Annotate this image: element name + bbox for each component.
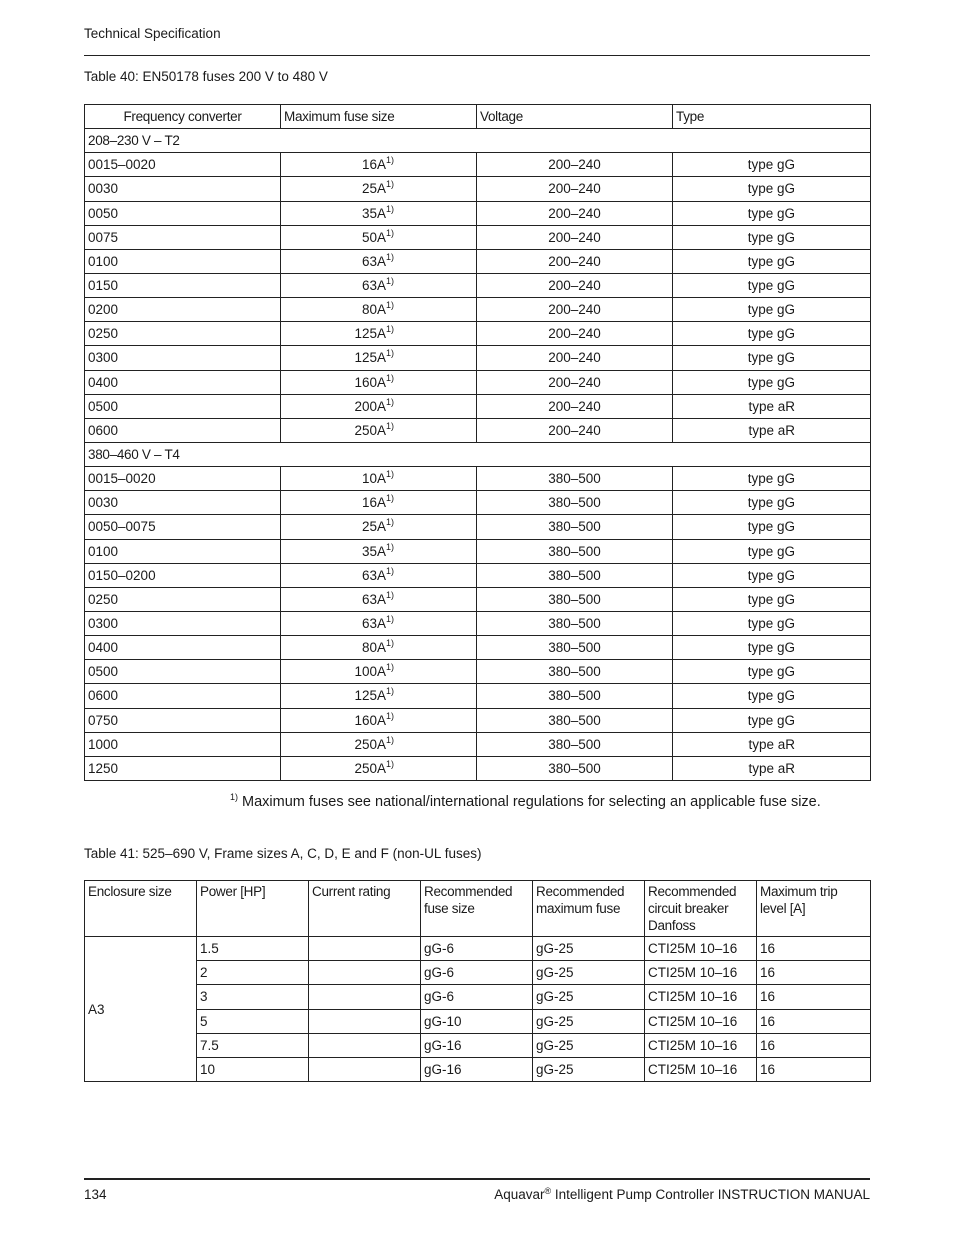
max-fuse-size-cell: [281, 370, 477, 394]
fuse-value: 250A: [354, 736, 386, 752]
max-fuse-size-cell: [281, 732, 477, 756]
voltage-cell: 380–500: [477, 756, 673, 780]
voltage-cell: 200–240: [477, 322, 673, 346]
fuse-type-cell: type gG: [673, 153, 871, 177]
power-cell: 5: [197, 1009, 309, 1033]
fuse-type-cell: type aR: [673, 732, 871, 756]
voltage-cell: 380–500: [477, 563, 673, 587]
fuse-type-cell: type gG: [673, 467, 871, 491]
fuse-value: 63A: [361, 567, 386, 583]
table-row: [85, 177, 871, 201]
manual-title: [494, 1187, 870, 1202]
fuse-type-cell: type gG: [673, 201, 871, 225]
frequency-converter-cell: 0300: [85, 346, 281, 370]
column-header: Maximum fuse size: [281, 105, 477, 129]
recommended-fuse-cell: gG-6: [421, 985, 533, 1009]
max-fuse-size-cell: [281, 418, 477, 442]
fuse-value: 100A: [354, 664, 386, 680]
voltage-cell: 380–500: [477, 732, 673, 756]
table-row: [85, 515, 871, 539]
footnote: [230, 792, 860, 812]
frequency-converter-cell: 0500: [85, 394, 281, 418]
fuse-type-cell: type gG: [673, 636, 871, 660]
fuse-value: 63A: [361, 616, 386, 632]
frequency-converter-cell: 0100: [85, 539, 281, 563]
fuse-type-cell: type gG: [673, 515, 871, 539]
table-row: [85, 660, 871, 684]
footnote-ref: 1): [385, 589, 394, 600]
enclosure-size-cell: A3: [85, 937, 197, 1082]
fuse-type-cell: type gG: [673, 322, 871, 346]
circuit-breaker-cell: CTI25M 10–16: [645, 1033, 757, 1057]
fuse-value: 125A: [354, 688, 386, 704]
frequency-converter-cell: 0300: [85, 611, 281, 635]
frequency-converter-cell: 0500: [85, 660, 281, 684]
column-header: Recommended maximum fuse: [533, 881, 645, 937]
frequency-converter-cell: 0100: [85, 249, 281, 273]
max-fuse-size-cell: [281, 491, 477, 515]
max-fuse-size-cell: [281, 587, 477, 611]
fuse-value: 63A: [361, 278, 386, 294]
table-row: [85, 611, 871, 635]
voltage-cell: 380–500: [477, 611, 673, 635]
max-trip-level-cell: 16: [757, 1033, 871, 1057]
fuse-table-body: [85, 937, 871, 1082]
frequency-converter-cell: 0150: [85, 273, 281, 297]
fuse-value: 25A: [361, 181, 386, 197]
frequency-converter-cell: 0030: [85, 491, 281, 515]
table-row: [85, 985, 871, 1009]
max-fuse-size-cell: [281, 708, 477, 732]
fuse-value: 160A: [354, 712, 386, 728]
recommended-fuse-cell: gG-10: [421, 1009, 533, 1033]
voltage-cell: 380–500: [477, 539, 673, 563]
frequency-converter-cell: 1000: [85, 732, 281, 756]
footnote-ref: 1): [385, 734, 394, 745]
voltage-cell: 200–240: [477, 153, 673, 177]
frequency-converter-cell: 0030: [85, 177, 281, 201]
footnote-ref: 1): [385, 396, 394, 407]
frequency-converter-cell: 0250: [85, 587, 281, 611]
voltage-cell: 200–240: [477, 177, 673, 201]
current-rating-cell: [309, 937, 421, 961]
table-row: [85, 732, 871, 756]
footnote-ref: 1): [385, 710, 394, 721]
max-fuse-size-cell: [281, 298, 477, 322]
frequency-converter-cell: 0075: [85, 225, 281, 249]
recommended-fuse-cell: gG-6: [421, 961, 533, 985]
voltage-cell: 380–500: [477, 636, 673, 660]
frequency-converter-cell: 0600: [85, 418, 281, 442]
voltage-group-row: [85, 129, 871, 153]
recommended-fuse-cell: gG-16: [421, 1033, 533, 1057]
voltage-cell: 200–240: [477, 249, 673, 273]
max-trip-level-cell: 16: [757, 937, 871, 961]
voltage-cell: 200–240: [477, 273, 673, 297]
frequency-converter-cell: 0150–0200: [85, 563, 281, 587]
footnote-ref: 1): [385, 251, 394, 262]
voltage-cell: 380–500: [477, 708, 673, 732]
voltage-cell: 200–240: [477, 201, 673, 225]
recommended-max-fuse-cell: gG-25: [533, 1057, 645, 1081]
column-header: Type: [673, 105, 871, 129]
column-header: Recommended fuse size: [421, 881, 533, 937]
max-fuse-size-cell: [281, 394, 477, 418]
page-number: 134: [84, 1187, 107, 1202]
footnote-ref: 1): [385, 372, 394, 383]
fuse-type-cell: type gG: [673, 225, 871, 249]
fuse-type-cell: type aR: [673, 418, 871, 442]
max-fuse-size-cell: [281, 539, 477, 563]
registered-mark: ®: [544, 1186, 552, 1196]
voltage-cell: 200–240: [477, 298, 673, 322]
fuse-value: 160A: [354, 374, 386, 390]
table-row: [85, 467, 871, 491]
table-row: [85, 153, 871, 177]
recommended-max-fuse-cell: gG-25: [533, 1009, 645, 1033]
footnote-ref: 1): [385, 758, 394, 769]
table-row: [85, 298, 871, 322]
table-row: [85, 370, 871, 394]
fuse-table-body: [85, 129, 871, 781]
table-40-caption: Table 40: EN50178 fuses 200 V to 480 V: [84, 69, 328, 84]
table-row: [85, 201, 871, 225]
voltage-group-label: 380–460 V – T4: [85, 442, 871, 466]
column-header: Current rating: [309, 881, 421, 937]
voltage-cell: 380–500: [477, 587, 673, 611]
fuse-type-cell: type gG: [673, 273, 871, 297]
circuit-breaker-cell: CTI25M 10–16: [645, 1057, 757, 1081]
table-row: [85, 708, 871, 732]
column-header: Recommended circuit breaker Danfoss: [645, 881, 757, 937]
frequency-converter-cell: 0400: [85, 370, 281, 394]
frequency-converter-cell: 0600: [85, 684, 281, 708]
circuit-breaker-cell: CTI25M 10–16: [645, 1009, 757, 1033]
frequency-converter-cell: 1250: [85, 756, 281, 780]
current-rating-cell: [309, 1033, 421, 1057]
column-header: Voltage: [477, 105, 673, 129]
table-row: [85, 418, 871, 442]
fuse-type-cell: type gG: [673, 298, 871, 322]
recommended-max-fuse-cell: gG-25: [533, 985, 645, 1009]
frequency-converter-cell: 0200: [85, 298, 281, 322]
fuse-value: 25A: [361, 519, 386, 535]
fuse-type-cell: type gG: [673, 177, 871, 201]
max-fuse-size-cell: [281, 273, 477, 297]
max-fuse-size-cell: [281, 249, 477, 273]
voltage-cell: 200–240: [477, 346, 673, 370]
table-header-row: [85, 881, 871, 937]
frequency-converter-cell: 0400: [85, 636, 281, 660]
footnote-text: Maximum fuses see national/international regulations for selecting an applicable fuse size.: [238, 794, 821, 810]
fuse-value: 35A: [361, 543, 386, 559]
footnote-ref: 1): [385, 638, 394, 649]
table-row: [85, 273, 871, 297]
circuit-breaker-cell: CTI25M 10–16: [645, 985, 757, 1009]
fuse-type-cell: type gG: [673, 491, 871, 515]
table-row: [85, 491, 871, 515]
power-cell: 7.5: [197, 1033, 309, 1057]
fuse-type-cell: type gG: [673, 346, 871, 370]
footnote-marker: 1): [230, 792, 239, 802]
voltage-cell: 200–240: [477, 418, 673, 442]
voltage-cell: 380–500: [477, 684, 673, 708]
fuse-table-en50178: [84, 104, 871, 781]
footnote-ref: 1): [385, 276, 394, 287]
max-fuse-size-cell: [281, 177, 477, 201]
fuse-value: 16A: [361, 157, 386, 173]
max-fuse-size-cell: [281, 756, 477, 780]
voltage-group-label: 208–230 V – T2: [85, 129, 871, 153]
fuse-type-cell: type gG: [673, 370, 871, 394]
recommended-fuse-cell: gG-6: [421, 937, 533, 961]
power-cell: 10: [197, 1057, 309, 1081]
table-row: [85, 1009, 871, 1033]
max-fuse-size-cell: [281, 660, 477, 684]
voltage-cell: 380–500: [477, 491, 673, 515]
footnote-ref: 1): [385, 420, 394, 431]
table-row: [85, 539, 871, 563]
frequency-converter-cell: 0050–0075: [85, 515, 281, 539]
voltage-cell: 380–500: [477, 515, 673, 539]
circuit-breaker-cell: CTI25M 10–16: [645, 961, 757, 985]
max-trip-level-cell: 16: [757, 1009, 871, 1033]
fuse-type-cell: type gG: [673, 611, 871, 635]
footnote-ref: 1): [385, 203, 394, 214]
current-rating-cell: [309, 1009, 421, 1033]
table-row: [85, 636, 871, 660]
fuse-type-cell: type aR: [673, 394, 871, 418]
max-fuse-size-cell: [281, 684, 477, 708]
column-header: Maximum trip level [A]: [757, 881, 871, 937]
recommended-max-fuse-cell: gG-25: [533, 1033, 645, 1057]
voltage-group-row: [85, 442, 871, 466]
voltage-cell: 380–500: [477, 660, 673, 684]
fuse-value: 10A: [361, 471, 386, 487]
fuse-value: 250A: [354, 760, 386, 776]
header-divider: [84, 55, 870, 56]
column-header: Enclosure size: [85, 881, 197, 937]
footnote-ref: 1): [385, 155, 394, 166]
table-row: [85, 587, 871, 611]
current-rating-cell: [309, 985, 421, 1009]
table-row: [85, 1033, 871, 1057]
power-cell: 2: [197, 961, 309, 985]
manual-title-suffix: Intelligent Pump Controller INSTRUCTION MANUAL: [551, 1187, 870, 1202]
max-fuse-size-cell: [281, 636, 477, 660]
footnote-ref: 1): [385, 300, 394, 311]
table-row: [85, 249, 871, 273]
fuse-value: 250A: [354, 422, 386, 438]
max-fuse-size-cell: [281, 201, 477, 225]
fuse-type-cell: type gG: [673, 660, 871, 684]
voltage-cell: 380–500: [477, 467, 673, 491]
table-row: [85, 563, 871, 587]
fuse-type-cell: type gG: [673, 708, 871, 732]
fuse-value: 50A: [361, 229, 386, 245]
max-fuse-size-cell: [281, 153, 477, 177]
fuse-value: 35A: [361, 205, 386, 221]
footnote-ref: 1): [385, 227, 394, 238]
fuse-value: 200A: [354, 398, 386, 414]
table-row: [85, 1057, 871, 1081]
max-fuse-size-cell: [281, 611, 477, 635]
fuse-value: 63A: [361, 591, 386, 607]
fuse-value: 63A: [361, 253, 386, 269]
running-header: Technical Specification: [84, 26, 221, 41]
max-fuse-size-cell: [281, 515, 477, 539]
fuse-table-525-690v: [84, 880, 871, 1082]
fuse-value: 125A: [354, 350, 386, 366]
table-row: [85, 937, 871, 961]
max-trip-level-cell: 16: [757, 1057, 871, 1081]
fuse-type-cell: type gG: [673, 587, 871, 611]
max-fuse-size-cell: [281, 225, 477, 249]
power-cell: 1.5: [197, 937, 309, 961]
frequency-converter-cell: 0750: [85, 708, 281, 732]
voltage-cell: 200–240: [477, 394, 673, 418]
circuit-breaker-cell: CTI25M 10–16: [645, 937, 757, 961]
voltage-cell: 200–240: [477, 370, 673, 394]
footnote-ref: 1): [385, 565, 394, 576]
max-trip-level-cell: 16: [757, 985, 871, 1009]
footnote-ref: 1): [385, 614, 394, 625]
fuse-value: 80A: [361, 302, 386, 318]
table-row: [85, 756, 871, 780]
frequency-converter-cell: 0050: [85, 201, 281, 225]
footnote-ref: 1): [385, 469, 394, 480]
table-row: [85, 684, 871, 708]
footnote-ref: 1): [385, 324, 394, 335]
table-row: [85, 394, 871, 418]
fuse-type-cell: type gG: [673, 684, 871, 708]
max-trip-level-cell: 16: [757, 961, 871, 985]
fuse-type-cell: type gG: [673, 249, 871, 273]
table-row: [85, 961, 871, 985]
footnote-ref: 1): [385, 517, 394, 528]
fuse-value: 16A: [361, 495, 386, 511]
frequency-converter-cell: 0250: [85, 322, 281, 346]
recommended-max-fuse-cell: gG-25: [533, 961, 645, 985]
current-rating-cell: [309, 1057, 421, 1081]
manual-title-prefix: Aquavar: [494, 1187, 545, 1202]
footnote-ref: 1): [385, 179, 394, 190]
frequency-converter-cell: 0015–0020: [85, 467, 281, 491]
power-cell: 3: [197, 985, 309, 1009]
table-header-row: [85, 105, 871, 129]
footer-divider: [84, 1178, 870, 1180]
fuse-value: 125A: [354, 326, 386, 342]
max-fuse-size-cell: [281, 467, 477, 491]
fuse-value: 80A: [361, 640, 386, 656]
column-header: Power [HP]: [197, 881, 309, 937]
frequency-converter-cell: 0015–0020: [85, 153, 281, 177]
footnote-ref: 1): [385, 662, 394, 673]
footnote-ref: 1): [385, 686, 394, 697]
table-row: [85, 322, 871, 346]
current-rating-cell: [309, 961, 421, 985]
recommended-fuse-cell: gG-16: [421, 1057, 533, 1081]
fuse-type-cell: type gG: [673, 563, 871, 587]
footnote-ref: 1): [385, 541, 394, 552]
footnote-ref: 1): [385, 493, 394, 504]
column-header: Frequency converter: [85, 105, 281, 129]
table-41-caption: Table 41: 525–690 V, Frame sizes A, C, D, E and F (non-UL fuses): [84, 846, 482, 861]
fuse-type-cell: type aR: [673, 756, 871, 780]
footnote-ref: 1): [385, 348, 394, 359]
max-fuse-size-cell: [281, 322, 477, 346]
table-row: [85, 225, 871, 249]
recommended-max-fuse-cell: gG-25: [533, 937, 645, 961]
max-fuse-size-cell: [281, 563, 477, 587]
table-row: [85, 346, 871, 370]
max-fuse-size-cell: [281, 346, 477, 370]
fuse-type-cell: type gG: [673, 539, 871, 563]
voltage-cell: 200–240: [477, 225, 673, 249]
